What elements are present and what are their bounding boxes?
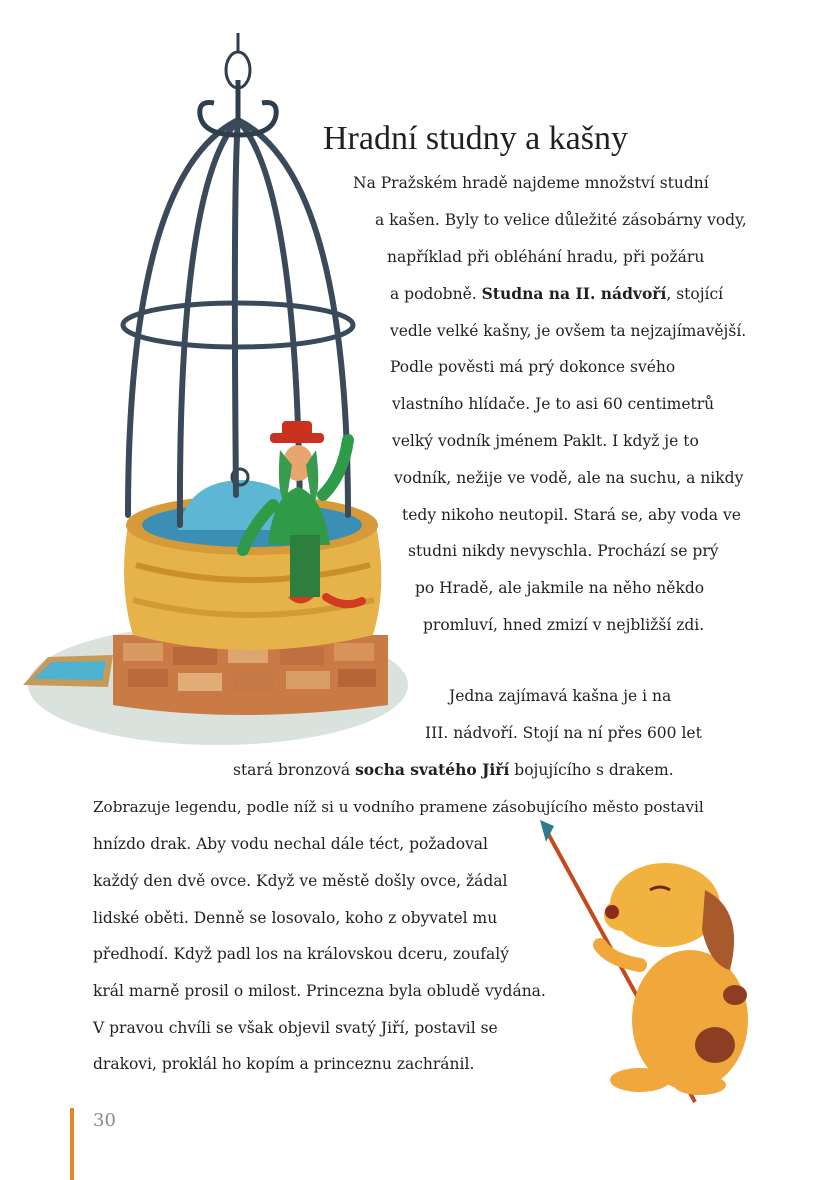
text-line: Jedna zajímavá kašna je i na [449, 687, 672, 705]
text-line: po Hradě, ale jakmile na něho někdo [415, 579, 705, 597]
trough-icon [23, 655, 113, 687]
text-span: stará bronzová [233, 761, 356, 779]
dog-icon [600, 863, 748, 1095]
text-line: například při obléhání hradu, při požáru [387, 248, 705, 266]
dog-with-spear-illustration [540, 820, 780, 1110]
text-line: předhodí. Když padl los na královskou dceru, zoufalý [93, 945, 509, 963]
text-line: studni nikdy nevyschla. Prochází se prý [408, 542, 719, 560]
text-line: vlastního hlídače. Je to asi 60 centimetrů [392, 395, 715, 413]
text-line: Zobrazuje legendu, podle níž si u vodního pramene zásobujícího město postavil [93, 798, 704, 816]
text-line [233, 760, 674, 780]
text-line [390, 284, 723, 304]
page-accent-bar [70, 1108, 74, 1180]
text-span: , stojící [666, 285, 724, 303]
text-line: promluví, hned zmizí v nejbližší zdi. [423, 616, 705, 634]
page-number: 30 [93, 1110, 116, 1131]
text-line: III. nádvoří. Stojí na ní přes 600 let [425, 724, 702, 742]
text-span: bojujícího s drakem. [509, 761, 674, 779]
bold-term-well: Studna na II. nádvoří [481, 284, 667, 303]
text-line: Na Pražském hradě najdeme množství studní [353, 174, 709, 192]
text-line: velký vodník jménem Paklt. I když je to [392, 432, 699, 450]
text-line: lidské oběti. Denně se losovalo, koho z obyvatel mu [93, 909, 498, 927]
text-line: a kašen. Byly to velice důležité zásobárny vody, [375, 211, 747, 229]
text-line: Podle pověsti má prý dokonce svého [390, 358, 676, 376]
text-span: a podobně. [390, 285, 482, 303]
page-title: Hradní studny a kašny [323, 120, 629, 157]
text-line: vedle velké kašny, je ovšem ta nejzajímavější. [390, 322, 747, 340]
text-line: V pravou chvíli se však objevil svatý Jiří, postavil se [93, 1019, 498, 1037]
cage-icon [123, 120, 353, 525]
text-line: hnízdo drak. Aby vodu nechal dále téct, požadoval [93, 835, 489, 853]
text-line: drakovi, proklál ho kopím a princeznu zachránil. [93, 1055, 475, 1073]
text-line: král marně prosil o milost. Princezna byla obludě vydána. [93, 982, 546, 1000]
text-line: tedy nikoho neutopil. Stará se, aby voda ve [402, 506, 741, 524]
text-line: každý den dvě ovce. Když ve městě došly ovce, žádal [93, 872, 508, 890]
bold-term-statue: socha svatého Jiří [355, 760, 510, 779]
text-line: vodník, nežije ve vodě, ale na suchu, a nikdy [394, 469, 744, 487]
ornament-icon [200, 33, 276, 135]
